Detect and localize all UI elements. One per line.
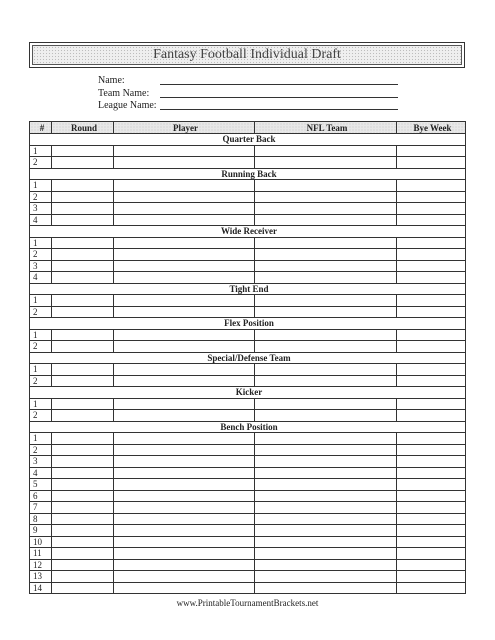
nfl-team-cell[interactable] — [255, 433, 397, 445]
player-cell[interactable] — [114, 203, 255, 215]
round-cell[interactable] — [52, 582, 114, 594]
round-cell[interactable] — [52, 410, 114, 422]
nfl-team-cell[interactable] — [255, 502, 397, 514]
table-row — [30, 249, 466, 261]
row-number: 2 — [30, 375, 52, 387]
table-row — [30, 329, 466, 341]
player-cell[interactable] — [114, 536, 255, 548]
col-header-player: Player — [114, 122, 255, 134]
nfl-team-cell[interactable] — [255, 582, 397, 594]
bye-week-cell[interactable] — [397, 433, 466, 445]
table-row — [30, 525, 466, 537]
nfl-team-cell[interactable] — [255, 467, 397, 479]
table-row — [30, 214, 466, 226]
row-number: 2 — [30, 191, 52, 203]
table-row — [30, 203, 466, 215]
section-row — [30, 387, 466, 399]
bye-week-cell[interactable] — [397, 536, 466, 548]
round-cell[interactable] — [52, 180, 114, 192]
bye-week-cell[interactable] — [397, 490, 466, 502]
row-number: 3 — [30, 260, 52, 272]
col-header-bye-week: Bye Week — [397, 122, 466, 134]
header-row — [30, 122, 466, 134]
round-cell[interactable] — [52, 145, 114, 157]
row-number: 1 — [30, 364, 52, 376]
player-cell[interactable] — [114, 364, 255, 376]
nfl-team-cell[interactable] — [255, 398, 397, 410]
player-cell[interactable] — [114, 513, 255, 525]
section-title: Flex Position — [30, 318, 466, 330]
round-cell[interactable] — [52, 272, 114, 284]
nfl-team-cell[interactable] — [255, 559, 397, 571]
row-number: 2 — [30, 306, 52, 318]
player-cell[interactable] — [114, 559, 255, 571]
table-row — [30, 490, 466, 502]
bye-week-cell[interactable] — [397, 214, 466, 226]
round-cell[interactable] — [52, 214, 114, 226]
bye-week-cell[interactable] — [397, 467, 466, 479]
table-row — [30, 191, 466, 203]
nfl-team-cell[interactable] — [255, 375, 397, 387]
nfl-team-cell[interactable] — [255, 571, 397, 583]
section-row — [30, 318, 466, 330]
title-box — [29, 42, 465, 68]
bye-week-cell[interactable] — [397, 479, 466, 491]
table-row — [30, 295, 466, 307]
row-number: 3 — [30, 456, 52, 468]
nfl-team-cell[interactable] — [255, 295, 397, 307]
player-cell[interactable] — [114, 329, 255, 341]
section-title: Tight End — [30, 283, 466, 295]
name-label: Name: — [98, 75, 125, 86]
row-number: 1 — [30, 398, 52, 410]
player-cell[interactable] — [114, 295, 255, 307]
round-cell[interactable] — [52, 398, 114, 410]
player-cell[interactable] — [114, 272, 255, 284]
round-cell[interactable] — [52, 329, 114, 341]
row-number: 2 — [30, 341, 52, 353]
row-number: 3 — [30, 203, 52, 215]
col-header-round: Round — [52, 122, 114, 134]
table-row — [30, 272, 466, 284]
nfl-team-cell[interactable] — [255, 249, 397, 261]
bye-week-cell[interactable] — [397, 157, 466, 169]
row-number: 6 — [30, 490, 52, 502]
table-row — [30, 306, 466, 318]
table-row — [30, 502, 466, 514]
bye-week-cell[interactable] — [397, 295, 466, 307]
nfl-team-cell[interactable] — [255, 180, 397, 192]
league-name-label: League Name: — [98, 100, 157, 111]
table-row — [30, 260, 466, 272]
nfl-team-cell[interactable] — [255, 203, 397, 215]
bye-week-cell[interactable] — [397, 260, 466, 272]
col-header-number: # — [30, 122, 52, 134]
nfl-team-cell[interactable] — [255, 536, 397, 548]
nfl-team-cell[interactable] — [255, 513, 397, 525]
bye-week-cell[interactable] — [397, 410, 466, 422]
row-number: 8 — [30, 513, 52, 525]
bye-week-cell[interactable] — [397, 375, 466, 387]
bye-week-cell[interactable] — [397, 513, 466, 525]
section-title: Running Back — [30, 168, 466, 180]
section-title: Kicker — [30, 387, 466, 399]
row-number: 4 — [30, 467, 52, 479]
table-row — [30, 513, 466, 525]
bye-week-cell[interactable] — [397, 237, 466, 249]
nfl-team-cell[interactable] — [255, 272, 397, 284]
row-number: 2 — [30, 410, 52, 422]
section-title: Wide Receiver — [30, 226, 466, 238]
info-row-name — [98, 75, 398, 86]
section-row — [30, 283, 466, 295]
nfl-team-cell[interactable] — [255, 410, 397, 422]
player-cell[interactable] — [114, 525, 255, 537]
section-title: Bench Position — [30, 421, 466, 433]
bye-week-cell[interactable] — [397, 203, 466, 215]
row-number: 9 — [30, 525, 52, 537]
player-cell[interactable] — [114, 341, 255, 353]
nfl-team-cell[interactable] — [255, 157, 397, 169]
section-title: Special/Defense Team — [30, 352, 466, 364]
draft-body — [30, 134, 466, 594]
nfl-team-cell[interactable] — [255, 548, 397, 560]
table-row — [30, 444, 466, 456]
row-number: 11 — [30, 548, 52, 560]
round-cell[interactable] — [52, 456, 114, 468]
page-title: Fantasy Football Individual Draft — [32, 45, 462, 65]
nfl-team-cell[interactable] — [255, 364, 397, 376]
nfl-team-cell[interactable] — [255, 260, 397, 272]
table-row — [30, 364, 466, 376]
row-number: 1 — [30, 329, 52, 341]
table-row — [30, 559, 466, 571]
round-cell[interactable] — [52, 467, 114, 479]
row-number: 1 — [30, 180, 52, 192]
section-row — [30, 134, 466, 146]
nfl-team-cell[interactable] — [255, 525, 397, 537]
nfl-team-cell[interactable] — [255, 214, 397, 226]
bye-week-cell[interactable] — [397, 525, 466, 537]
row-number: 4 — [30, 214, 52, 226]
round-cell[interactable] — [52, 157, 114, 169]
table-row — [30, 410, 466, 422]
player-cell[interactable] — [114, 237, 255, 249]
row-number: 14 — [30, 582, 52, 594]
table-row — [30, 145, 466, 157]
row-number: 1 — [30, 237, 52, 249]
bye-week-cell[interactable] — [397, 571, 466, 583]
player-cell[interactable] — [114, 433, 255, 445]
table-row — [30, 375, 466, 387]
table-row — [30, 456, 466, 468]
nfl-team-cell[interactable] — [255, 456, 397, 468]
player-cell[interactable] — [114, 157, 255, 169]
nfl-team-cell[interactable] — [255, 145, 397, 157]
footer-url: www.PrintableTournamentBrackets.net — [176, 598, 319, 608]
table-row — [30, 341, 466, 353]
player-cell[interactable] — [114, 410, 255, 422]
player-cell[interactable] — [114, 249, 255, 261]
bye-week-cell[interactable] — [397, 341, 466, 353]
player-cell[interactable] — [114, 145, 255, 157]
round-cell[interactable] — [52, 433, 114, 445]
table-row — [30, 157, 466, 169]
bye-week-cell[interactable] — [397, 559, 466, 571]
name-field[interactable] — [160, 76, 398, 85]
round-cell[interactable] — [52, 571, 114, 583]
round-cell[interactable] — [52, 479, 114, 491]
player-cell[interactable] — [114, 582, 255, 594]
player-cell[interactable] — [114, 214, 255, 226]
nfl-team-cell[interactable] — [255, 237, 397, 249]
team-name-field[interactable] — [160, 89, 398, 98]
round-cell[interactable] — [52, 525, 114, 537]
bye-week-cell[interactable] — [397, 364, 466, 376]
row-number: 1 — [30, 145, 52, 157]
round-cell[interactable] — [52, 490, 114, 502]
bye-week-cell[interactable] — [397, 582, 466, 594]
row-number: 1 — [30, 295, 52, 307]
player-cell[interactable] — [114, 375, 255, 387]
bye-week-cell[interactable] — [397, 502, 466, 514]
player-cell[interactable] — [114, 444, 255, 456]
section-row — [30, 352, 466, 364]
round-cell[interactable] — [52, 249, 114, 261]
player-cell[interactable] — [114, 502, 255, 514]
bye-week-cell[interactable] — [397, 249, 466, 261]
bye-week-cell[interactable] — [397, 398, 466, 410]
round-cell[interactable] — [52, 237, 114, 249]
section-title: Quarter Back — [30, 134, 466, 146]
bye-week-cell[interactable] — [397, 306, 466, 318]
player-cell[interactable] — [114, 191, 255, 203]
table-row — [30, 433, 466, 445]
round-cell[interactable] — [52, 306, 114, 318]
player-cell[interactable] — [114, 490, 255, 502]
table-row — [30, 536, 466, 548]
row-number: 7 — [30, 502, 52, 514]
round-cell[interactable] — [52, 364, 114, 376]
table-row — [30, 180, 466, 192]
col-header-nfl-team: NFL Team — [255, 122, 397, 134]
round-cell[interactable] — [52, 548, 114, 560]
league-name-field[interactable] — [160, 101, 398, 110]
player-cell[interactable] — [114, 467, 255, 479]
nfl-team-cell[interactable] — [255, 191, 397, 203]
nfl-team-cell[interactable] — [255, 444, 397, 456]
round-cell[interactable] — [52, 203, 114, 215]
round-cell[interactable] — [52, 295, 114, 307]
team-name-label: Team Name: — [98, 87, 150, 99]
bye-week-cell[interactable] — [397, 191, 466, 203]
nfl-team-cell[interactable] — [255, 329, 397, 341]
info-row-team-name — [98, 88, 398, 99]
table-row — [30, 398, 466, 410]
player-cell[interactable] — [114, 548, 255, 560]
table-row — [30, 237, 466, 249]
row-number: 4 — [30, 272, 52, 284]
round-cell[interactable] — [52, 559, 114, 571]
row-number: 5 — [30, 479, 52, 491]
player-cell[interactable] — [114, 479, 255, 491]
player-cell[interactable] — [114, 260, 255, 272]
row-number: 13 — [30, 571, 52, 583]
player-cell[interactable] — [114, 306, 255, 318]
row-number: 2 — [30, 157, 52, 169]
bye-week-cell[interactable] — [397, 444, 466, 456]
bye-week-cell[interactable] — [397, 272, 466, 284]
row-number: 12 — [30, 559, 52, 571]
table-row — [30, 571, 466, 583]
nfl-team-cell[interactable] — [255, 341, 397, 353]
section-row — [30, 168, 466, 180]
player-cell[interactable] — [114, 398, 255, 410]
round-cell[interactable] — [52, 341, 114, 353]
row-number: 2 — [30, 249, 52, 261]
row-number: 10 — [30, 536, 52, 548]
nfl-team-cell[interactable] — [255, 306, 397, 318]
draft-table — [29, 121, 466, 594]
player-cell[interactable] — [114, 456, 255, 468]
table-row — [30, 582, 466, 594]
info-fields — [98, 75, 398, 113]
round-cell[interactable] — [52, 444, 114, 456]
row-number: 1 — [30, 433, 52, 445]
bye-week-cell[interactable] — [397, 145, 466, 157]
table-row — [30, 467, 466, 479]
row-number: 2 — [30, 444, 52, 456]
table-row — [30, 479, 466, 491]
round-cell[interactable] — [52, 375, 114, 387]
nfl-team-cell[interactable] — [255, 479, 397, 491]
bye-week-cell[interactable] — [397, 548, 466, 560]
nfl-team-cell[interactable] — [255, 490, 397, 502]
bye-week-cell[interactable] — [397, 180, 466, 192]
info-row-league-name — [98, 100, 398, 111]
player-cell[interactable] — [114, 571, 255, 583]
round-cell[interactable] — [52, 536, 114, 548]
round-cell[interactable] — [52, 502, 114, 514]
round-cell[interactable] — [52, 191, 114, 203]
section-row — [30, 421, 466, 433]
round-cell[interactable] — [52, 513, 114, 525]
bye-week-cell[interactable] — [397, 456, 466, 468]
table-row — [30, 548, 466, 560]
player-cell[interactable] — [114, 180, 255, 192]
bye-week-cell[interactable] — [397, 329, 466, 341]
section-row — [30, 226, 466, 238]
round-cell[interactable] — [52, 260, 114, 272]
